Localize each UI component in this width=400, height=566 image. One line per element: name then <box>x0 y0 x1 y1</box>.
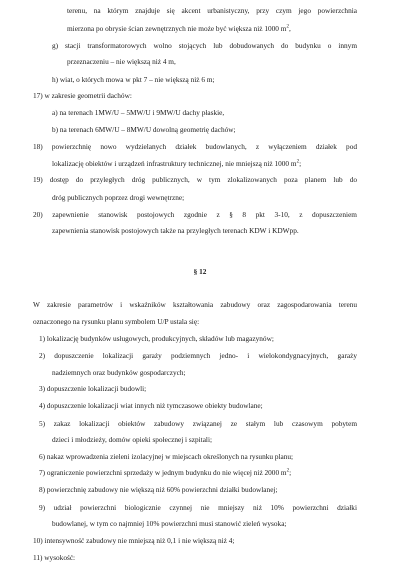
section-heading: § 12 <box>193 267 207 277</box>
text-line <box>67 22 291 36</box>
text-line: terenu, na którym znajduje się akcent urbanistyczny, przy czym jego powierzchnia <box>67 6 357 16</box>
list-item-cont: nadziemnych oraz budynków gospodarczych; <box>52 367 186 377</box>
list-item: 4) dopuszczenie lokalizacji wiat innych niż tymczasowe obiekty budowlane; <box>39 401 263 411</box>
list-item: 3) dopuszczenie lokalizacji budowli; <box>39 384 147 394</box>
text-fragment: mierzona po obrysie ścian zewnętrznych nie może być większa niż 1000 m <box>67 23 287 33</box>
list-item: 20) zapewnienie stanowisk postojowych zgodnie z § 8 pkt 3-10, z dopuszczeniem <box>33 209 357 219</box>
list-item-cont: budowlanej, w tym co najmniej 10% powierzchni musi stanowić zieleń wysoka; <box>52 519 287 529</box>
list-item: 9) udział powierzchni biologicznie czynnej nie mniejszy niż 10% powierzchni działki <box>39 502 357 512</box>
list-item-cont: dzieci i młodzieży, domów opieki społecznej i szpitali; <box>52 435 213 445</box>
superscript: 2 <box>286 469 290 475</box>
list-item: 1) lokalizację budynków usługowych, produkcyjnych, składów lub magazynów; <box>39 333 274 343</box>
text-line: przeznaczeniu – nie większą niż 4 m, <box>67 57 176 67</box>
list-item: 17) w zakresie geometrii dachów: <box>33 91 132 101</box>
list-item: 2) dopuszczenie lokalizacji garaży podziemnych jedno- i wielokondygnacyjnych, garaży <box>39 351 357 361</box>
text-fragment: , <box>288 23 291 33</box>
list-item: 6) nakaz wprowadzenia zieleni izolacyjnej w miejscach określonych na rysunku planu; <box>39 451 294 461</box>
text-fragment: ; <box>289 468 292 478</box>
list-item <box>39 466 291 480</box>
list-item: 11) wysokość: <box>33 552 76 562</box>
list-item: a) na terenach 1MW/U – 5MW/U i 9MW/U dachy płaskie, <box>52 108 225 118</box>
list-item: h) wiat, o których mowa w pkt 7 – nie większą niż 6 m; <box>52 74 215 84</box>
list-item: 19) dostęp do przyległych dróg publicznych, w tym zlokalizowanych poza planem lub do <box>33 175 357 185</box>
list-item: g) stacji transformatorowych wolno stojących lub dobudowanych do budynku o innym <box>52 40 357 50</box>
superscript: 2 <box>286 24 289 30</box>
text-line: zapewnienia stanowisk postojowych także na przyległych terenach KDW i KDWpp. <box>52 226 299 236</box>
superscript: 2 <box>296 159 300 165</box>
list-item: 8) powierzchnię zabudowy nie większą niż 60% powierzchni działki budowlanej; <box>39 485 278 495</box>
list-item: 5) zakaz lokalizacji obiektów zabudowy związanej ze stałym lub czasowym pobytem <box>39 418 357 428</box>
list-item: b) na terenach 6MW/U – 8MW/U dowolną geometrię dachów; <box>52 124 236 134</box>
text-fragment: lokalizację obiektów i urządzeń infrastruktury technicznej, nie mniejszą niż 1000 m <box>52 158 297 168</box>
paragraph-line: W zakresie parametrów i wskaźników kształtowania zabudowy oraz zagospodarowania terenu <box>33 300 357 310</box>
text-fragment: ; <box>299 158 302 168</box>
list-item: 10) intensywność zabudowy nie mniejszą niż 0,1 i nie większą niż 4; <box>33 535 235 545</box>
text-line <box>52 157 301 171</box>
paragraph-line: oznaczonego na rysunku planu symbolem U/P ustala się: <box>33 316 200 326</box>
text-line: dróg publicznych poprzez drogi wewnętrzne; <box>52 192 185 202</box>
list-item: 18) powierzchnię nowo wydzielanych działek budowlanych, z wyłączeniem działek pod <box>33 142 357 152</box>
text-fragment: 7) ograniczenie powierzchni sprzedaży w jednym budynku do nie więcej niż 2000 m <box>39 468 287 478</box>
